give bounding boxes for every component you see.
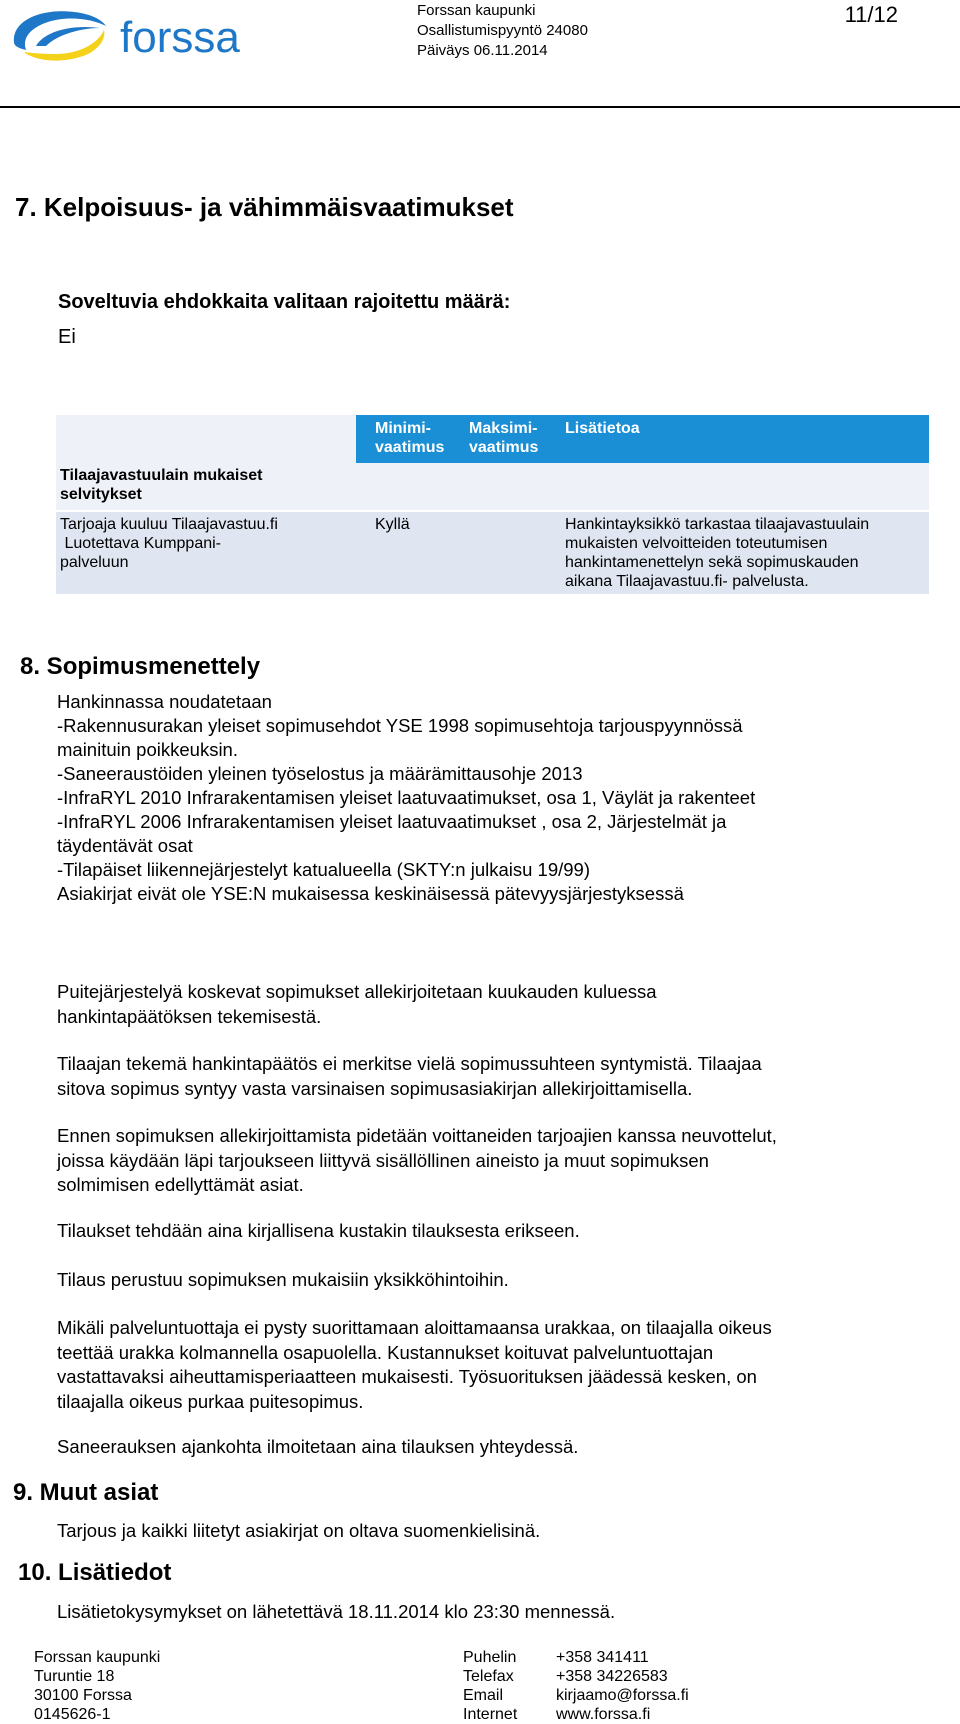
header-maximum-requirement: Maksimi- vaatimus: [469, 420, 539, 456]
paragraph-contractor-default: Mikäli palveluntuottaja ei pysty suorittamaan aloittamaansa urakkaa, on tilaajalla oikeus teettää urakka kolmannella osapuolella. Kustannukset koituvat palveluntuottajan vastattavaksi aiheuttamisperiaatteen mukaisesti. Työsuorituksen jäädessä kesken, on tilaajalla oikeus purkaa puitesopimus.: [57, 1317, 772, 1412]
footer-contact-values: [556, 1648, 689, 1724]
additional-info-text: Hankintayksikkö tarkastaa tilaajavastuulain mukaisten velvoitteiden toteutumisen hankintamenettelyn sekä sopimuskauden aikana Tilaajavastuu.fi- palvelusta.: [565, 516, 870, 590]
footer-fax: +358 34226583: [556, 1668, 668, 1685]
paragraph-unit-prices: Tilaus perustuu sopimuksen mukaisiin yksikköhintoihin.: [57, 1269, 509, 1290]
table-group-label: Tilaajavastuulain mukaiset selvitykset: [60, 467, 263, 503]
requirement-text: Tarjoaja kuuluu Tilaajavastuu.fi Luotettava Kumppani- palveluun: [60, 516, 278, 571]
forssa-logo: [8, 6, 298, 70]
logo-text: forssa: [120, 13, 240, 62]
minimum-value: Kyllä: [375, 516, 410, 533]
paragraph-procurement-decision: Tilaajan tekemä hankintapäätös ei merkitse vielä sopimussuhteen syntymistä. Tilaajaa sitova sopimus syntyy vasta varsinaisen sopimusasiakirjan allekirjoittamisella.: [57, 1053, 762, 1099]
header-request-number: Osallistumispyyntö 24080: [417, 22, 588, 39]
footer-phone: +358 341411: [556, 1649, 649, 1666]
section-8-heading: 8. Sopimusmenettely: [20, 653, 261, 680]
paragraph-orders-written: Tilaukset tehdään aina kirjallisena kustakin tilauksesta erikseen.: [57, 1220, 580, 1241]
limited-candidates-answer: Ei: [58, 326, 76, 348]
requirements-table: [56, 415, 929, 594]
table-group-row-bg: [356, 463, 929, 510]
header-divider: [0, 106, 960, 108]
footer-website-link[interactable]: www.forssa.fi: [556, 1706, 651, 1723]
limited-candidates-question: Soveltuvia ehdokkaita valitaan rajoitettu määrä:: [58, 291, 511, 313]
paragraph-renovation-timing: Saneerauksen ajankohta ilmoitetaan aina tilauksen yhteydessä.: [57, 1436, 579, 1457]
section-10-text: Lisätietokysymykset on lähetettävä 18.11.2014 klo 23:30 mennessä.: [57, 1601, 616, 1622]
section-10-heading: 10. Lisätiedot: [18, 1559, 172, 1586]
paragraph-negotiations: Ennen sopimuksen allekirjoittamista pidetään voittaneiden tarjoajien kanssa neuvottelut, joissa käydään läpi tarjoukseen liittyvä sisällöllinen aineisto ja muut sopimuksen solmimisen edellyttämät asiat.: [57, 1125, 777, 1195]
header-additional-info: Lisätietoa: [565, 420, 640, 437]
footer-address: Forssan kaupunki Turuntie 18 30100 Forssa 0145626-1: [34, 1649, 161, 1723]
section-9-text: Tarjous ja kaikki liitetyt asiakirjat on oltava suomenkielisinä.: [57, 1520, 541, 1541]
header-organization: Forssan kaupunki: [417, 2, 536, 19]
section-7-heading: 7. Kelpoisuus- ja vähimmäisvaatimukset: [15, 192, 514, 222]
table-row-divider: [56, 510, 929, 512]
page-number: 11/12: [844, 2, 898, 27]
header-minimum-requirement: Minimi- vaatimus: [375, 420, 445, 456]
paragraph-framework-agreements: Puitejärjestelyä koskevat sopimukset allekirjoitetaan kuukauden kuluessa hankintapäätöksen tekemisestä.: [57, 981, 657, 1027]
footer-contact-labels: Puhelin Telefax Email Internet: [463, 1649, 518, 1723]
section-9-heading: 9. Muut asiat: [13, 1479, 159, 1506]
contract-terms-list: Hankinnassa noudatetaan -Rakennusurakan yleiset sopimusehdot YSE 1998 sopimusehtoja tarjouspyynnössä mainituin poikkeuksin. -Saneeraustöiden yleinen työselostus ja määrämittausohje 2013 -InfraRYL 2010 Infrarakentamisen yleiset laatuvaatimukset, osa 1, Väylät ja rakenteet -InfraRYL 2006 Infrarakentamisen yleiset laatuvaatimukset , osa 2, Järjestelmät ja täydentävät osat -Tilapäiset liikennejärjestelyt katualueella (SKTY:n julkaisu 19/99) Asiakirjat eivät ole YSE:N mukaisessa keskinäisessä pätevyysjärjestyksessä: [57, 691, 756, 904]
footer-email-link[interactable]: kirjaamo@forssa.fi: [556, 1687, 689, 1704]
logo-swoosh-icon: [8, 6, 298, 70]
header-date: Päiväys 06.11.2014: [417, 42, 548, 59]
